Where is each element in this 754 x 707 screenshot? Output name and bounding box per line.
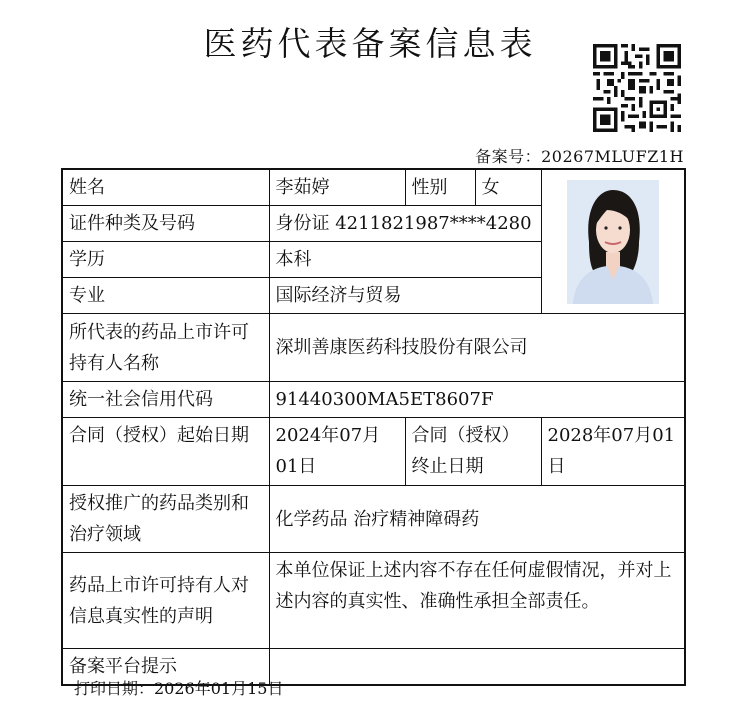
- page-title: 医药代表备案信息表: [203, 24, 537, 63]
- gender-value: 女: [475, 169, 541, 206]
- start-date-value: 2024年07月01日: [269, 418, 405, 486]
- platform-hint-value: [269, 649, 685, 686]
- start-date-label: 合同（授权）起始日期: [62, 418, 269, 486]
- info-table: [61, 168, 686, 686]
- education-value: 本科: [269, 242, 541, 278]
- holder-label: 所代表的药品上市许可持有人名称: [62, 314, 269, 382]
- id-value: 身份证 4211821987****4280: [269, 206, 541, 242]
- statement-label: 药品上市许可持有人对信息真实性的声明: [62, 553, 269, 649]
- major-value: 国际经济与贸易: [269, 278, 541, 314]
- id-label: 证件种类及号码: [62, 206, 269, 242]
- end-date-label: 合同（授权）终止日期: [405, 418, 541, 486]
- platform-hint-label: 备案平台提示: [62, 649, 269, 686]
- print-date: 打印日期：2026年01月15日: [74, 679, 284, 698]
- credit-code-label: 统一社会信用代码: [62, 382, 269, 418]
- gender-label: 性别: [405, 169, 475, 206]
- qr-code-icon: [593, 44, 681, 132]
- record-number: 备案号：20267MLUFZ1H: [475, 147, 684, 166]
- category-label: 授权推广的药品类别和治疗领域: [62, 486, 269, 553]
- education-label: 学历: [62, 242, 269, 278]
- credit-code-value: 91440300MA5ET8607F: [269, 382, 685, 418]
- holder-value: 深圳善康医药科技股份有限公司: [269, 314, 685, 382]
- major-label: 专业: [62, 278, 269, 314]
- name-value: 李茹婷: [269, 169, 405, 206]
- name-label: 姓名: [62, 169, 269, 206]
- statement-value: 本单位保证上述内容不存在任何虚假情况，并对上述内容的真实性、准确性承担全部责任。: [269, 553, 685, 649]
- end-date-value: 2028年07月01日: [541, 418, 685, 486]
- category-value: 化学药品 治疗精神障碍药: [269, 486, 685, 553]
- person-photo: [567, 180, 659, 304]
- photo-cell: [541, 169, 685, 314]
